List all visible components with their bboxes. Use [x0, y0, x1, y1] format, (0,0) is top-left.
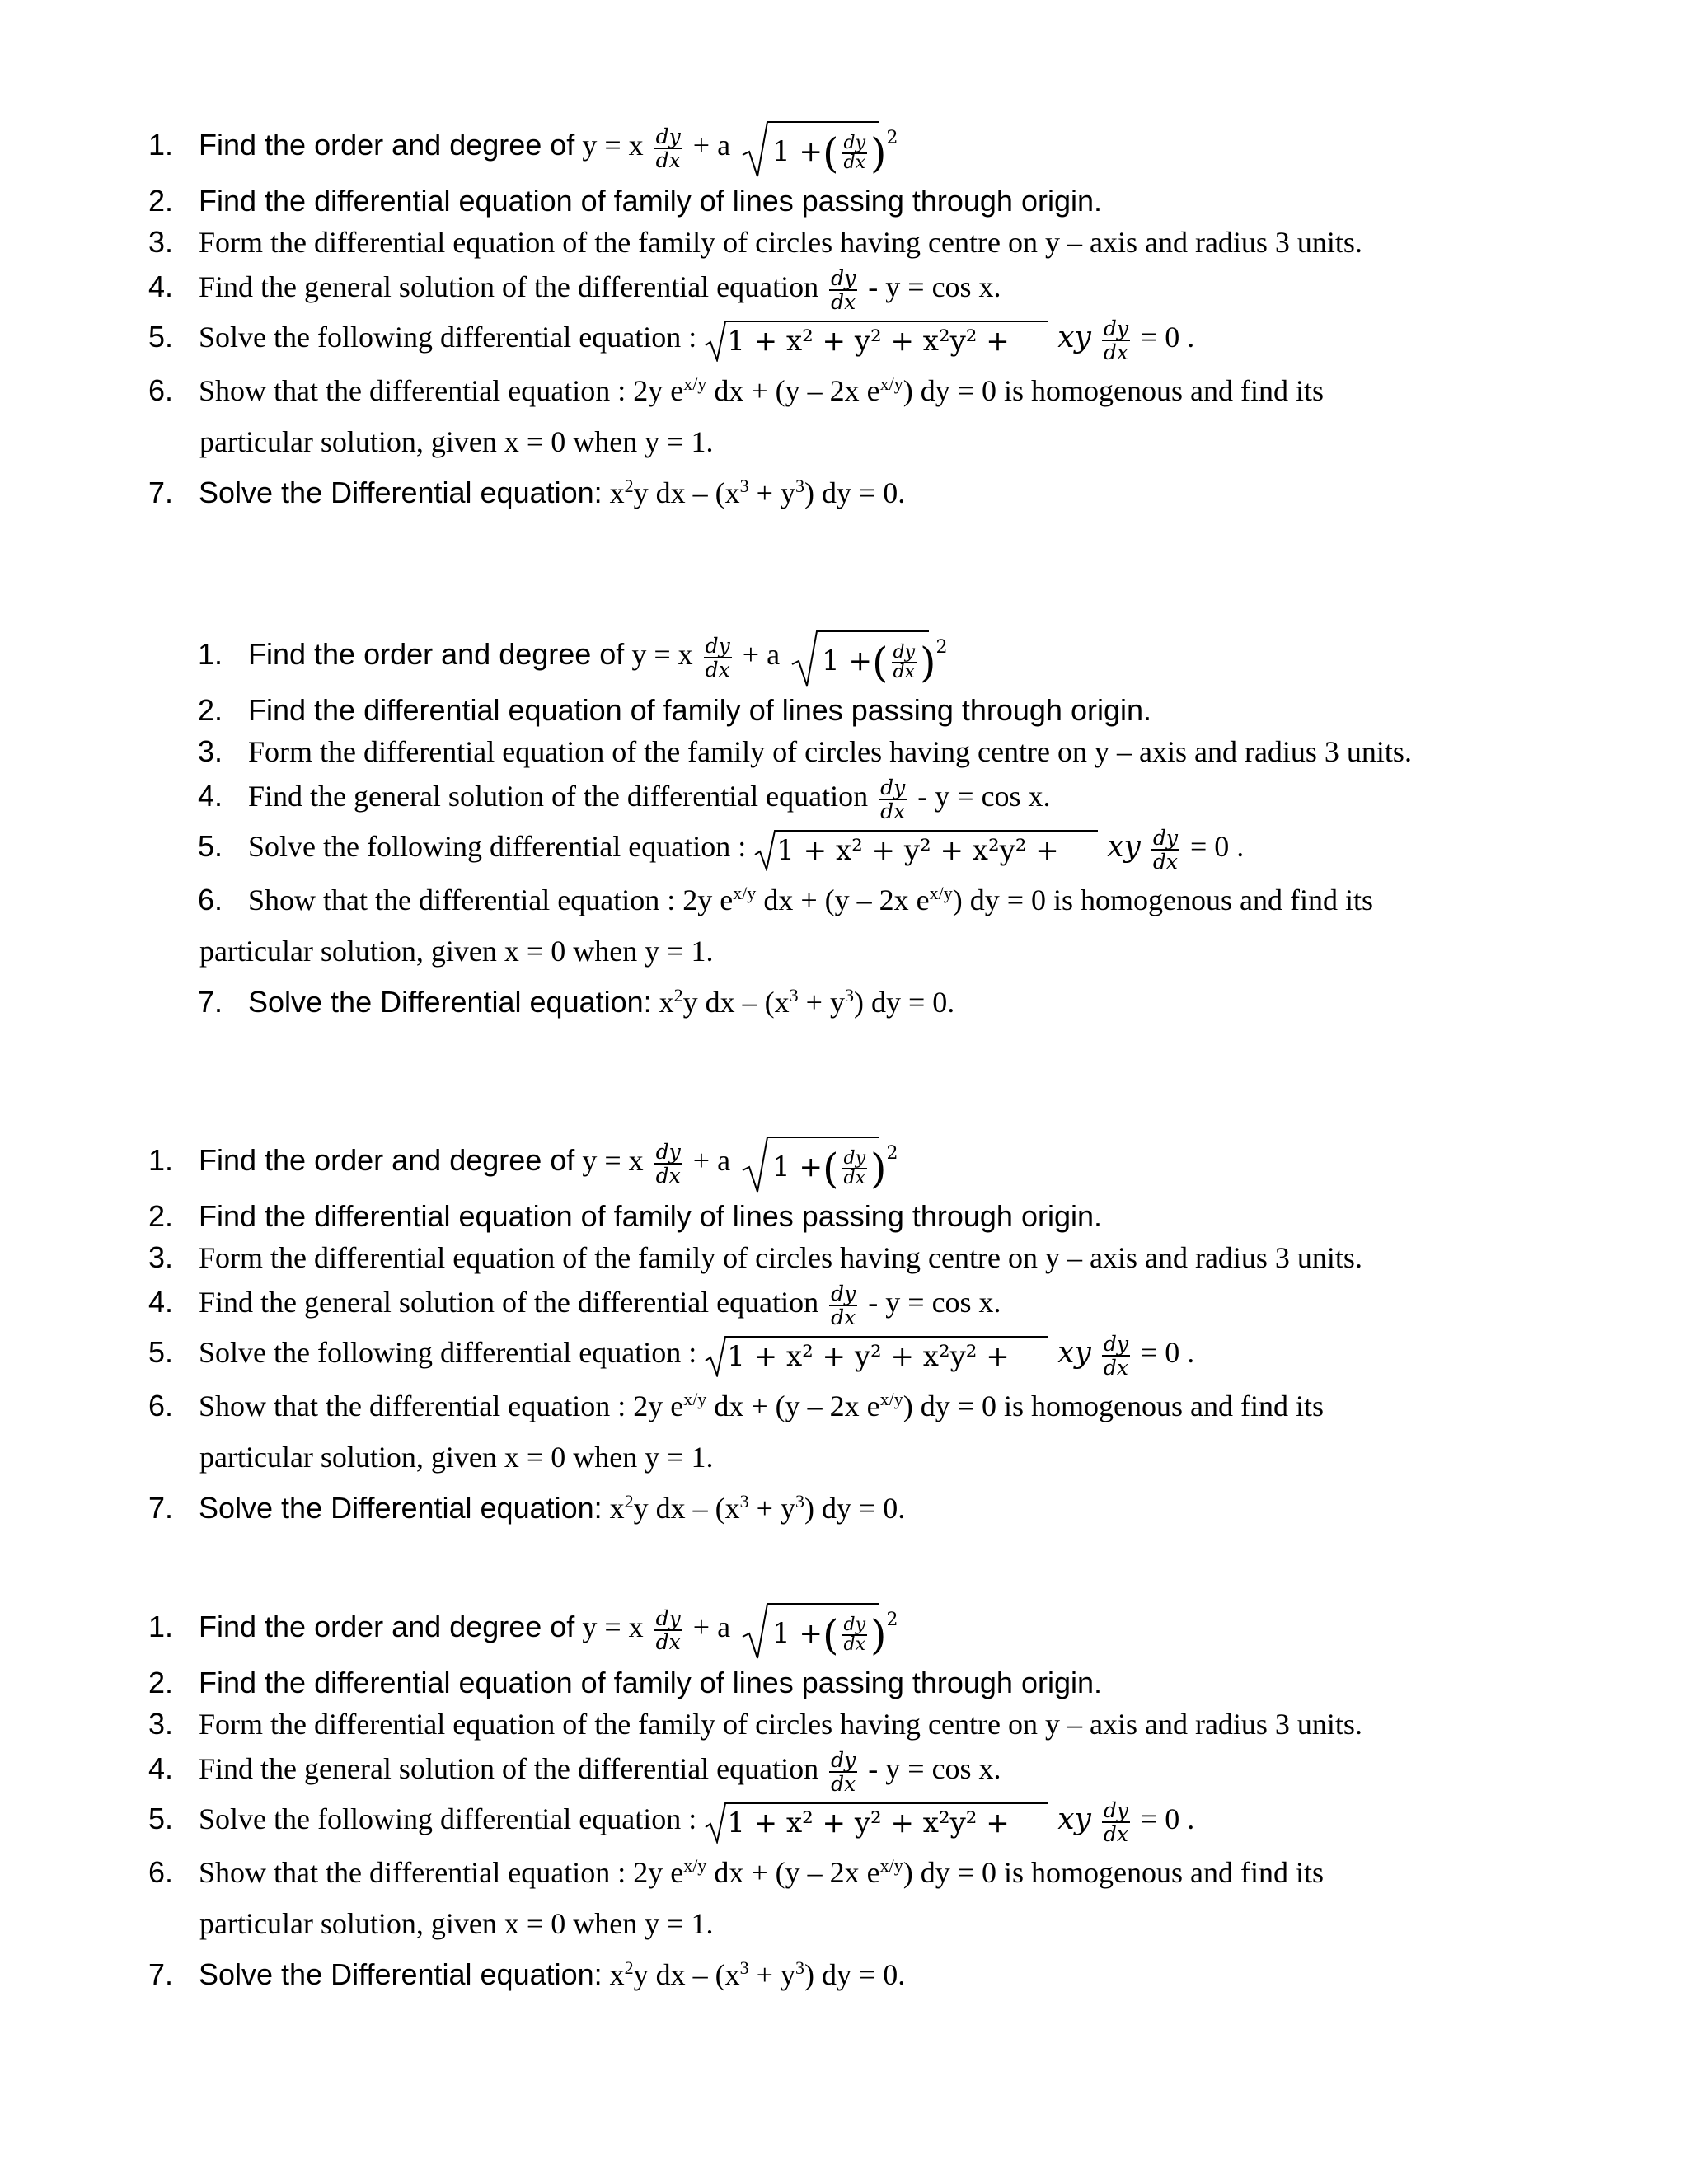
- fraction-numerator: dy: [1103, 316, 1128, 340]
- question-number: 3.: [148, 225, 174, 259]
- equation-term: ) dy = 0.: [853, 986, 955, 1019]
- dy-dx-fraction: [654, 1141, 682, 1187]
- fraction-numerator: dy: [843, 1614, 866, 1635]
- fraction-denominator: dx: [655, 1629, 681, 1654]
- exponent: 2: [886, 127, 898, 148]
- exponent: x/y: [879, 373, 903, 394]
- question-number: 4.: [148, 1751, 174, 1785]
- question-text: particular solution, given x = 0 when y = 1.: [199, 425, 714, 458]
- question-number: 7.: [148, 1957, 174, 1991]
- question-text: Solve the following differential equation :: [199, 321, 697, 354]
- question-number: 4.: [198, 779, 223, 813]
- exponent: 3: [844, 985, 854, 1005]
- question-number: 2.: [148, 1666, 174, 1699]
- question-number: 6.: [148, 373, 174, 407]
- equation-term: xy: [1057, 1336, 1091, 1370]
- question-number: 1.: [198, 637, 223, 671]
- question-6-continuation: [199, 926, 714, 976]
- equation-term: + y: [748, 476, 795, 509]
- fraction-numerator: dy: [831, 265, 856, 290]
- question-text: dx + (y – 2x e: [706, 1856, 880, 1889]
- exponent: x/y: [879, 1855, 903, 1876]
- question-number: 4.: [148, 269, 174, 303]
- dy-dx-fraction: [842, 1616, 868, 1654]
- question-text: Solve the following differential equation :: [248, 830, 747, 863]
- equation: [603, 1958, 906, 1991]
- fraction-denominator: dx: [893, 661, 915, 682]
- question-number: 7.: [148, 476, 174, 509]
- fraction-numerator: dy: [843, 132, 866, 153]
- question-set-1: [148, 115, 1648, 511]
- sqrt-radicand: 1 +: [822, 644, 872, 677]
- question-text: dx + (y – 2x e: [706, 374, 880, 407]
- exponent: x/y: [733, 883, 757, 903]
- exponent: 2: [624, 476, 634, 496]
- dy-dx-fraction: [892, 641, 917, 682]
- exponent: 3: [739, 1491, 749, 1511]
- question-text: Find the differential equation of family of lines passing through origin.: [199, 1666, 1102, 1699]
- dy-dx-fraction: [829, 267, 857, 313]
- question-text: Solve the Differential equation:: [199, 1957, 603, 1991]
- question-text: ) dy = 0 is homogenous and find its: [952, 883, 1373, 916]
- question-text: Solve the following differential equation :: [199, 1802, 697, 1835]
- exponent: 2: [886, 1142, 898, 1164]
- question-set-3: [148, 1131, 1648, 1526]
- equation-term: + y: [748, 1492, 795, 1525]
- equation-term: x: [602, 1492, 625, 1525]
- exponent: x/y: [683, 373, 707, 394]
- question-text: Find the order and degree of: [199, 1610, 575, 1643]
- exponent: 2: [624, 1957, 634, 1978]
- equation-term: xy: [1057, 1802, 1091, 1836]
- fraction-numerator: dy: [655, 1139, 681, 1164]
- question-set-4: [148, 1597, 1648, 1993]
- equation: [603, 1492, 906, 1525]
- sqrt-radicand: 1 +: [772, 1150, 823, 1183]
- sqrt-radicand: 1 + x² + y² + x²y² +: [727, 1339, 1010, 1373]
- fraction-denominator: dx: [843, 1167, 865, 1188]
- dy-dx-fraction: [842, 1147, 868, 1188]
- equation-rhs: = 0 .: [1140, 321, 1195, 354]
- exponent: 3: [739, 1957, 749, 1978]
- fraction-denominator: dx: [880, 799, 906, 823]
- exponent: 2: [886, 1609, 898, 1630]
- question-text: ) dy = 0 is homogenous and find its: [903, 1856, 1324, 1889]
- fraction-denominator: dx: [655, 148, 681, 172]
- equation-term: + y: [748, 1958, 795, 1991]
- fraction-numerator: dy: [705, 633, 730, 658]
- equation: [603, 476, 906, 509]
- question-text: Find the order and degree of: [199, 1143, 575, 1177]
- fraction-numerator: dy: [893, 641, 916, 663]
- fraction-numerator: dy: [831, 1747, 856, 1772]
- dy-dx-fraction: [654, 1607, 682, 1653]
- question-number: 7.: [198, 985, 223, 1019]
- sqrt-radicand: 1 +: [772, 1616, 823, 1650]
- question-text: Form the differential equation of the family of circles having centre on y – axis and radius 3 units.: [248, 735, 1412, 768]
- equation-term: x: [602, 476, 625, 509]
- question-text: Solve the Differential equation:: [248, 985, 652, 1019]
- exponent: 3: [739, 476, 749, 496]
- sqrt-radicand: 1 +: [772, 134, 823, 168]
- equation-term: ) dy = 0.: [804, 476, 906, 509]
- equation-rhs: = 0 .: [1189, 830, 1245, 863]
- fraction-denominator: dx: [843, 1633, 865, 1655]
- equation-rhs: = 0 .: [1140, 1802, 1195, 1835]
- equation-term: + y: [798, 986, 845, 1019]
- question-text: Solve the Differential equation:: [199, 476, 603, 509]
- square-root: [704, 1334, 1050, 1377]
- dy-dx-fraction: [1102, 317, 1130, 363]
- exponent: 2: [935, 636, 948, 658]
- question-number: 1.: [148, 128, 174, 162]
- equation-lhs: y = x: [582, 1610, 644, 1643]
- fraction-denominator: dx: [831, 1771, 856, 1796]
- question-number: 6.: [148, 1389, 174, 1422]
- equation-term: ) dy = 0.: [804, 1492, 906, 1525]
- question-text: Show that the differential equation : 2y e: [248, 883, 734, 916]
- equation-term: + a: [692, 1610, 731, 1643]
- question-text: Form the differential equation of the family of circles having centre on y – axis and radius 3 units.: [199, 226, 1362, 259]
- exponent: x/y: [929, 883, 953, 903]
- exponent: x/y: [683, 1855, 707, 1876]
- question-number: 2.: [148, 1199, 174, 1233]
- square-root: [704, 1801, 1050, 1844]
- square-root: 1 +( $\frac{dy}{dx}$ )$^2$: [790, 628, 931, 687]
- dy-dx-fraction: [1102, 1333, 1130, 1379]
- question-text: Find the differential equation of family of lines passing through origin.: [199, 1199, 1102, 1233]
- fraction-numerator: dy: [831, 1281, 856, 1305]
- dy-dx-fraction: [704, 635, 732, 681]
- equation-term: xy: [1057, 321, 1091, 354]
- question-6-continuation: [199, 1899, 714, 1948]
- exponent: 3: [795, 1957, 804, 1978]
- equation-term: y dx – (x: [633, 1492, 740, 1525]
- fraction-denominator: dx: [843, 152, 865, 173]
- question-number: 3.: [198, 734, 223, 768]
- dy-dx-fraction: [1151, 827, 1179, 873]
- equation-rhs: = 0 .: [1140, 1336, 1195, 1369]
- fraction-denominator: dx: [1103, 1355, 1128, 1380]
- question-number: 6.: [198, 883, 223, 916]
- question-number: 6.: [148, 1855, 174, 1889]
- dy-dx-fraction: [829, 1749, 857, 1795]
- equation-rhs: - y = cos x.: [917, 780, 1051, 813]
- question-number: 5.: [148, 1335, 174, 1369]
- equation-rhs: - y = cos x.: [868, 1752, 1001, 1785]
- equation-term: ) dy = 0.: [804, 1958, 906, 1991]
- question-text: ) dy = 0 is homogenous and find its: [903, 1390, 1324, 1422]
- equation-term: + a: [692, 1144, 731, 1177]
- question-text: Form the differential equation of the family of circles having centre on y – axis and radius 3 units.: [199, 1708, 1362, 1741]
- equation-lhs: y = x: [631, 638, 693, 671]
- equation-term: x: [602, 1958, 625, 1991]
- question-text: Show that the differential equation : 2y e: [199, 1856, 684, 1889]
- exponent: 2: [673, 985, 683, 1005]
- fraction-denominator: dx: [705, 657, 730, 682]
- equation-rhs: - y = cos x.: [868, 1286, 1001, 1319]
- question-number: 5.: [148, 1802, 174, 1835]
- question-text: Solve the following differential equation :: [199, 1336, 697, 1369]
- question-text: Show that the differential equation : 2y e: [199, 1390, 684, 1422]
- question-text: Find the general solution of the differential equation: [248, 780, 869, 813]
- question-text: Find the general solution of the differential equation: [199, 1752, 819, 1785]
- question-text: Show that the differential equation : 2y e: [199, 374, 684, 407]
- question-number: 3.: [148, 1707, 174, 1741]
- equation-term: y dx – (x: [633, 1958, 740, 1991]
- sqrt-radicand: 1 + x² + y² + x²y² +: [727, 1806, 1010, 1840]
- question-text: Find the differential equation of family of lines passing through origin.: [199, 184, 1102, 218]
- equation-term: + a: [742, 638, 781, 671]
- question-number: 1.: [148, 1610, 174, 1643]
- dy-dx-fraction: [879, 776, 907, 823]
- fraction-numerator: dy: [1152, 825, 1178, 850]
- dy-dx-fraction: [829, 1282, 857, 1329]
- sqrt-radicand: 1 + x² + y² + x²y² +: [727, 324, 1010, 358]
- question-text: Solve the Differential equation:: [199, 1491, 603, 1525]
- question-number: 5.: [198, 829, 223, 863]
- question-text: Find the order and degree of: [248, 637, 625, 671]
- question-text: Find the differential equation of family of lines passing through origin.: [248, 693, 1151, 727]
- question-text: Find the general solution of the differential equation: [199, 270, 819, 303]
- question-text: Form the differential equation of the family of circles having centre on y – axis and radius 3 units.: [199, 1241, 1362, 1274]
- fraction-denominator: dx: [1103, 340, 1128, 364]
- fraction-numerator: dy: [1103, 1331, 1128, 1356]
- question-6-continuation: [199, 417, 714, 466]
- exponent: x/y: [683, 1389, 707, 1409]
- fraction-numerator: dy: [655, 124, 681, 148]
- question-text: particular solution, given x = 0 when y = 1.: [199, 935, 714, 968]
- dy-dx-fraction: [1102, 1799, 1130, 1845]
- equation-term: x: [651, 986, 674, 1019]
- fraction-numerator: dy: [880, 775, 906, 799]
- question-text: ) dy = 0 is homogenous and find its: [903, 374, 1324, 407]
- fraction-denominator: dx: [1103, 1821, 1128, 1846]
- fraction-numerator: dy: [1103, 1797, 1128, 1822]
- fraction-denominator: dx: [831, 1305, 856, 1329]
- exponent: 3: [795, 1491, 804, 1511]
- square-root: [753, 828, 1100, 871]
- question-number: 3.: [148, 1240, 174, 1274]
- question-number: 4.: [148, 1285, 174, 1319]
- equation-rhs: - y = cos x.: [868, 270, 1001, 303]
- equation-term: y dx – (x: [682, 986, 790, 1019]
- question-number: 5.: [148, 320, 174, 354]
- equation-lhs: y = x: [582, 1144, 644, 1177]
- fraction-denominator: dx: [1152, 849, 1178, 874]
- question-number: 2.: [198, 693, 223, 727]
- fraction-numerator: dy: [655, 1605, 681, 1630]
- fraction-denominator: dx: [831, 289, 856, 314]
- dy-dx-fraction: [842, 134, 868, 172]
- exponent: 3: [789, 985, 799, 1005]
- exponent: 3: [795, 476, 804, 496]
- question-number: 1.: [148, 1143, 174, 1177]
- equation-term: + a: [692, 129, 731, 162]
- equation-term: xy: [1107, 830, 1141, 864]
- dy-dx-fraction: [654, 125, 682, 171]
- question-set-2: [198, 625, 1688, 1020]
- exponent: 2: [624, 1491, 634, 1511]
- equation: [652, 986, 955, 1019]
- question-text: Find the general solution of the differential equation: [199, 1286, 819, 1319]
- square-root: 1 +( $\frac{dy}{dx}$ )$^2$: [741, 119, 881, 178]
- square-root: 1 +( $\frac{dy}{dx}$ )$^2$: [741, 1601, 881, 1660]
- equation-lhs: y = x: [582, 129, 644, 162]
- question-number: 2.: [148, 184, 174, 218]
- question-number: 7.: [148, 1491, 174, 1525]
- exponent: x/y: [879, 1389, 903, 1409]
- question-text: dx + (y – 2x e: [756, 883, 930, 916]
- question-6-continuation: [199, 1432, 714, 1482]
- question-text: dx + (y – 2x e: [706, 1390, 880, 1422]
- fraction-numerator: dy: [843, 1147, 866, 1169]
- square-root: 1 +( $\frac{dy}{dx}$ )$^2$: [741, 1134, 881, 1193]
- question-text: particular solution, given x = 0 when y = 1.: [199, 1441, 714, 1474]
- square-root: [704, 319, 1050, 362]
- question-text: Find the order and degree of: [199, 128, 575, 162]
- equation-term: y dx – (x: [633, 476, 740, 509]
- question-text: particular solution, given x = 0 when y = 1.: [199, 1907, 714, 1940]
- sqrt-radicand: 1 + x² + y² + x²y² +: [776, 833, 1059, 867]
- fraction-denominator: dx: [655, 1163, 681, 1188]
